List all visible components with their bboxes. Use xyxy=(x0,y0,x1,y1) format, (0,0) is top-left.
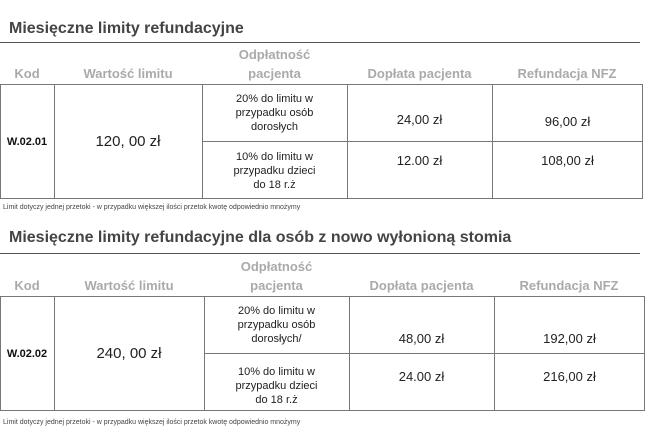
section-title: Miesięczne limity refundacyjne xyxy=(9,20,244,37)
tier-child-refund: 216,00 zł xyxy=(543,369,596,384)
header-patient-payment-line1: Odpłatność xyxy=(238,47,311,62)
header-code: Kod xyxy=(14,278,40,293)
title-divider xyxy=(0,253,640,254)
header-patient-payment-line1: Odpłatność xyxy=(240,259,313,274)
header-patient-payment xyxy=(204,257,349,295)
header-patient-copay: Dopłata pacjenta xyxy=(369,278,474,293)
header-patient-copay: Dopłata pacjenta xyxy=(367,66,472,81)
tier-adult-copay: 48,00 zł xyxy=(398,331,445,346)
tier-adult-refund: 192,00 zł xyxy=(543,331,596,346)
limits-section-new-stoma xyxy=(0,216,648,432)
tier-adult-refund: 96,00 zł xyxy=(544,114,591,129)
header-nfz-refund: Refundacja NFZ xyxy=(519,278,619,293)
title-divider xyxy=(0,42,640,43)
tier-adult-copay: 24,00 zł xyxy=(396,112,443,127)
footnote: Limit dotyczy jednej przetoki - w przypadku większej ilości przetok kwotę odpowiednio mnożymy xyxy=(3,204,301,211)
header-patient-payment-line2: pacjenta xyxy=(250,278,303,293)
tier-adult-description: 20% do limitu w przypadku osób dorosłych/ xyxy=(237,304,316,345)
row-code: W.02.01 xyxy=(6,135,48,148)
header-limit-value: Wartość limitu xyxy=(83,66,173,81)
tier-child-refund: 108,00 zł xyxy=(541,153,594,168)
header-patient-payment-line2: pacjenta xyxy=(248,66,301,81)
tier-child-copay: 12.00 zł xyxy=(396,153,443,168)
row-code: W.02.02 xyxy=(6,347,48,360)
tier-child-description: 10% do limitu w przypadku dzieci do 18 r.ż xyxy=(235,365,318,406)
tier-child-description: 10% do limitu w przypadku dzieci do 18 r.ż xyxy=(233,150,316,191)
row-limit-value: 240, 00 zł xyxy=(96,345,162,362)
footnote: Limit dotyczy jednej przetoki - w przypadku większej ilości przetok kwotę odpowiednio mnożymy xyxy=(3,419,301,426)
header-limit-value: Wartość limitu xyxy=(84,278,174,293)
header-patient-payment xyxy=(202,45,347,83)
row-limit-value: 120, 00 zł xyxy=(95,133,161,150)
section-title: Miesięczne limity refundacyjne dla osób z nowo wyłonioną stomia xyxy=(9,229,512,246)
header-code: Kod xyxy=(14,66,40,81)
header-nfz-refund: Refundacja NFZ xyxy=(517,66,617,81)
tier-adult-description: 20% do limitu w przypadku osób dorosłych xyxy=(235,92,314,133)
tier-child-copay: 24.00 zł xyxy=(398,369,445,384)
